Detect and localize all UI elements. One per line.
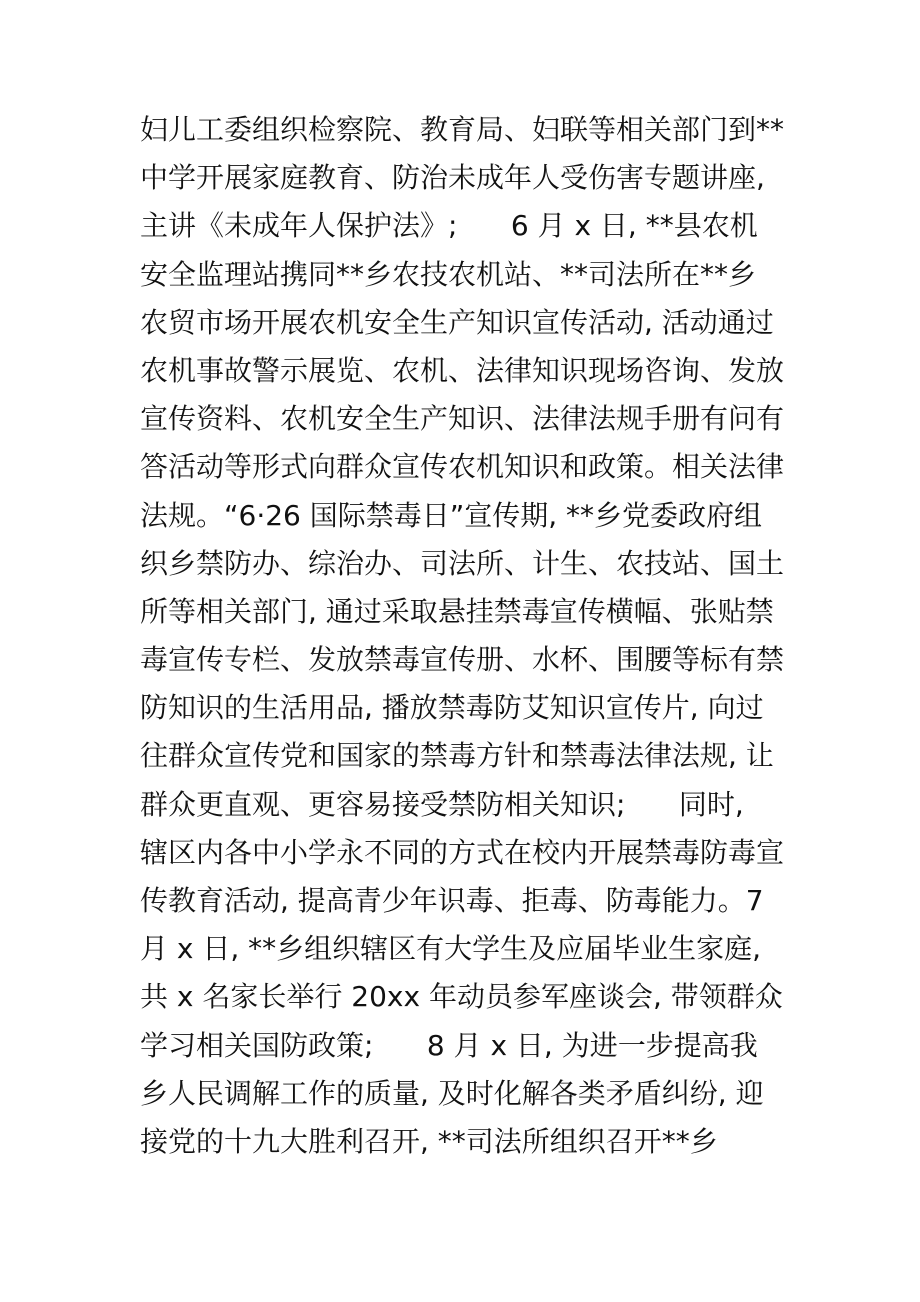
text-line-18: 月 x 日, **乡组织辖区有大学生及应届毕业生家庭, xyxy=(140,932,762,966)
body-text xyxy=(140,106,800,1166)
text-line-10: 织乡禁防办、综治办、司法所、计生、农技站、国土 xyxy=(140,546,785,580)
text-line-1: 妇儿工委组织检察院、教育局、妇联等相关部门到** xyxy=(140,113,785,146)
text-line-19: 共 x 名家长举行 20xx 年动员参军座谈会, 带领群众 xyxy=(140,980,783,1014)
text-line-7: 宣传资料、农机安全生产知识、法律法规手册有问有 xyxy=(140,402,785,436)
text-line-4: 安全监理站携同**乡农技农机站、**司法所在**乡 xyxy=(140,257,757,291)
text-line-9: 法规。“6·26 国际禁毒日”宣传期, **乡党委政府组 xyxy=(140,498,763,532)
text-line-15: 群众更直观、更容易接受禁防相关知识; 同时, xyxy=(140,787,744,821)
text-line-22: 接党的十九大胜利召开, **司法所组织召开**乡 xyxy=(140,1124,718,1158)
text-line-8: 答活动等形式向群众宣传农机知识和政策。相关法律 xyxy=(140,450,785,484)
text-line-3: 主讲《未成年人保护法》; 6 月 x 日, **县农机 xyxy=(140,209,758,243)
text-line-12: 毒宣传专栏、发放禁毒宣传册、水杯、围腰等标有禁 xyxy=(140,643,785,677)
text-line-16: 辖区内各中小学永不同的方式在校内开展禁毒防毒宣 xyxy=(140,835,785,869)
text-line-21: 乡人民调解工作的质量, 及时化解各类矛盾纠纷, 迎 xyxy=(140,1076,764,1110)
text-line-20: 学习相关国防政策; 8 月 x 日, 为进一步提高我 xyxy=(140,1028,758,1062)
text-line-14: 往群众宣传党和国家的禁毒方针和禁毒法律法规, 让 xyxy=(140,739,774,773)
text-line-17: 传教育活动, 提高青少年识毒、拒毒、防毒能力。7 xyxy=(140,884,764,917)
text-line-6: 农机事故警示展览、农机、法律知识现场咨询、发放 xyxy=(140,353,785,387)
text-line-11: 所等相关部门, 通过采取悬挂禁毒宣传横幅、张贴禁 xyxy=(140,594,774,628)
text-line-13: 防知识的生活用品, 播放禁毒防艾知识宣传片, 向过 xyxy=(140,691,764,725)
text-line-5: 农贸市场开展农机安全生产知识宣传活动, 活动通过 xyxy=(140,305,774,339)
text-line-2: 中学开展家庭教育、防治未成年人受伤害专题讲座, xyxy=(140,161,765,195)
